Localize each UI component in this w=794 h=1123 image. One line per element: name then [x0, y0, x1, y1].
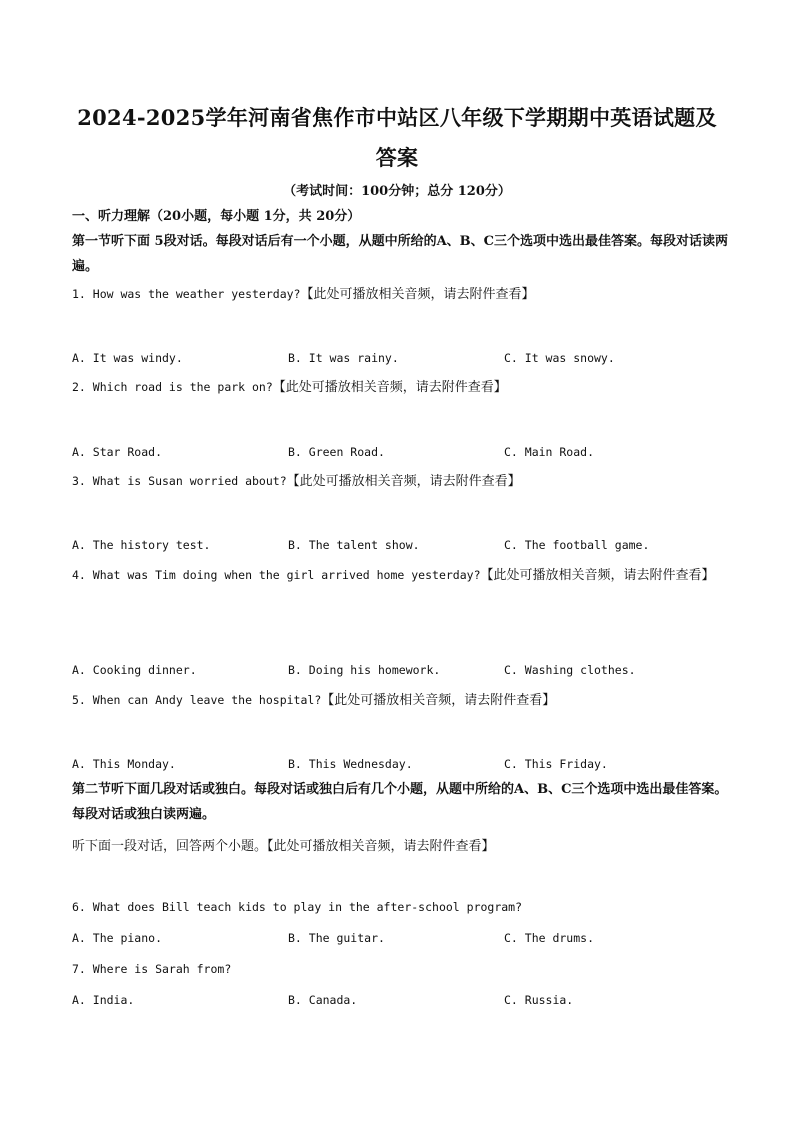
- option-a: A. The history test.: [72, 538, 211, 552]
- options-6: [72, 931, 732, 951]
- question-text: 1. How was the weather yesterday?: [72, 287, 301, 301]
- question-1: [72, 280, 732, 309]
- option-a: A. Cooking dinner.: [72, 663, 197, 677]
- option-c: C. The football game.: [504, 538, 650, 552]
- section2-instruction: 第二节听下面几段对话或独白。每段对话或独白后有几个小题，从题中所给的A、B、C三个选项中选出最佳答案。每段对话或独白读两遍。: [72, 782, 728, 822]
- audio-note: 【此处可播放相关音频，请去附件查看】: [272, 380, 507, 395]
- options-2: [72, 445, 732, 465]
- audio-note: 【此处可播放相关音频，请去附件查看】: [480, 568, 715, 583]
- option-a: A. It was windy.: [72, 351, 183, 365]
- option-c: C. The drums.: [504, 931, 595, 945]
- section1-instruction: 第一节听下面 5段对话。每段对话后有一个小题，从题中所给的A、B、C三个选项中选出最佳答案。每段对话读两遍。: [72, 234, 728, 274]
- audio-note: 【此处可播放相关音频，请去附件查看】: [286, 474, 521, 489]
- exam-info: （考试时间：100分钟；总分 120分）: [283, 184, 511, 199]
- part1-heading: 一、听力理解（20小题，每小题 1分，共 20分）: [72, 209, 361, 224]
- question-text: 5. When can Andy leave the hospital?: [72, 693, 322, 707]
- audio-note: 【此处可播放相关音频，请去附件查看】: [300, 287, 535, 302]
- question-7: [72, 955, 732, 984]
- question-2: [72, 373, 732, 402]
- dialogue-intro-text: 听下面一段对话，回答两个小题。: [72, 839, 268, 854]
- option-b: B. This Wednesday.: [288, 757, 413, 771]
- audio-note: 【此处可播放相关音频，请去附件查看】: [267, 839, 495, 854]
- page-title: 2024-2025学年河南省焦作市中站区八年级下学期期中英语试题及答案: [77, 105, 717, 170]
- options-3: [72, 538, 732, 558]
- question-3: [72, 467, 732, 496]
- option-b: B. It was rainy.: [288, 351, 399, 365]
- option-c: C. It was snowy.: [504, 351, 615, 365]
- question-text: 3. What is Susan worried about?: [72, 474, 287, 488]
- question-6: [72, 893, 732, 922]
- option-b: B. Canada.: [288, 993, 358, 1007]
- option-c: C. Washing clothes.: [504, 663, 636, 677]
- options-4: [72, 663, 732, 683]
- question-text: 7. Where is Sarah from?: [72, 962, 232, 976]
- option-a: A. Star Road.: [72, 445, 163, 459]
- question-5: [72, 686, 732, 715]
- option-b: B. Doing his homework.: [288, 663, 441, 677]
- option-c: C. This Friday.: [504, 757, 608, 771]
- options-5: [72, 757, 732, 777]
- option-a: A. India.: [72, 993, 135, 1007]
- question-text: 2. Which road is the park on?: [72, 380, 273, 394]
- option-c: C. Main Road.: [504, 445, 595, 459]
- option-a: A. The piano.: [72, 931, 163, 945]
- option-b: B. Green Road.: [288, 445, 385, 459]
- question-4: [72, 561, 732, 590]
- audio-note: 【此处可播放相关音频，请去附件查看】: [321, 693, 556, 708]
- option-a: A. This Monday.: [72, 757, 176, 771]
- options-7: [72, 993, 732, 1013]
- dialogue-intro: [72, 835, 728, 854]
- question-text: 6. What does Bill teach kids to play in the after-school program?: [72, 900, 523, 914]
- option-b: B. The talent show.: [288, 538, 420, 552]
- option-c: C. Russia.: [504, 993, 574, 1007]
- option-b: B. The guitar.: [288, 931, 385, 945]
- options-1: [72, 351, 732, 371]
- question-text: 4. What was Tim doing when the girl arrived home yesterday?: [72, 568, 481, 582]
